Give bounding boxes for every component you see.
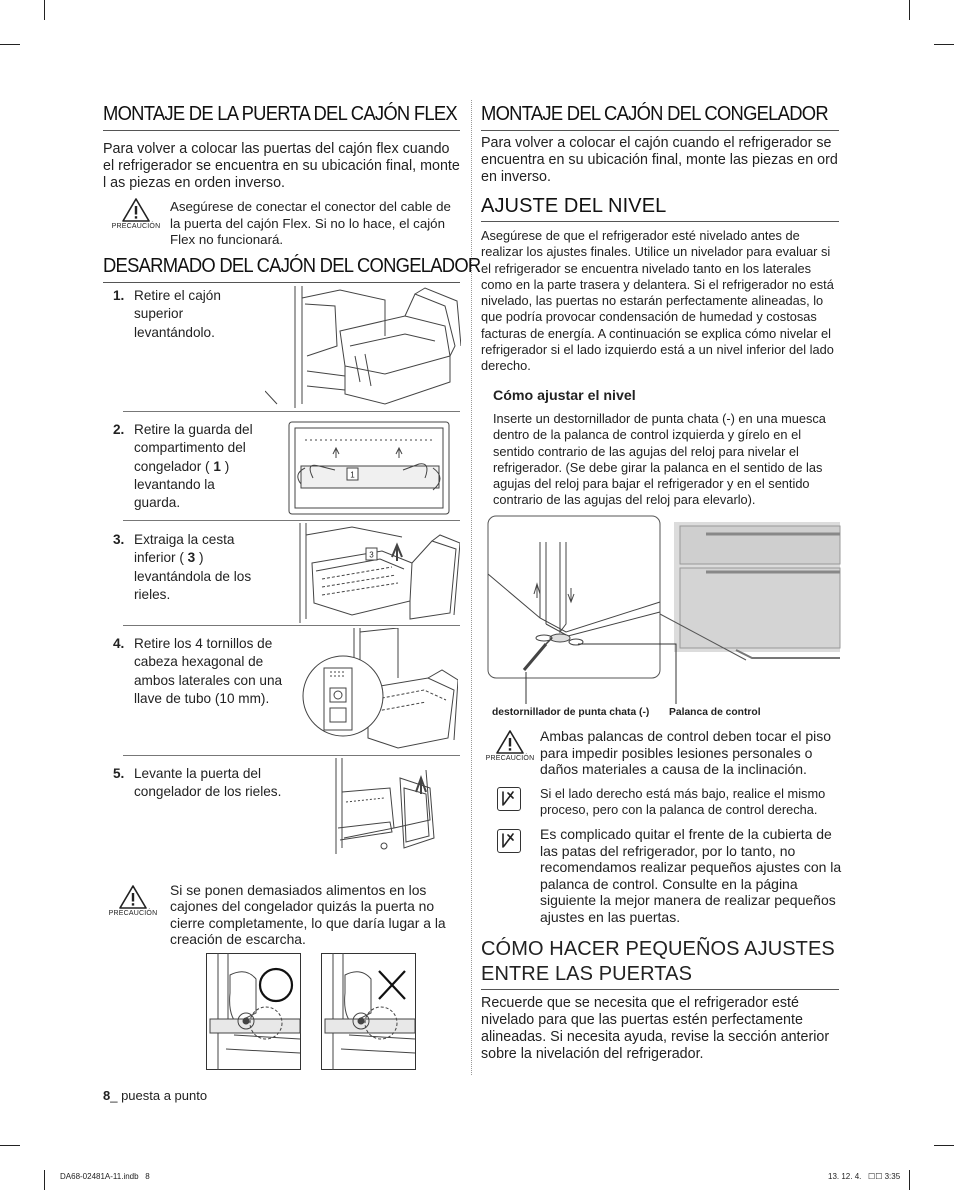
section-title-freezer-drawer: MONTAJE DEL CAJÓN DEL CONGELADOR [481, 103, 828, 125]
crop-mark [934, 44, 954, 45]
step-number: 4. [113, 636, 125, 651]
svg-text:3: 3 [369, 550, 374, 560]
section-title-door-adjustments: CÓMO HACER PEQUEÑOS AJUSTES ENTRE LAS PUERTAS [481, 938, 835, 985]
caution-block-leveling [480, 730, 540, 762]
step-number: 3. [113, 532, 125, 547]
title-rule [481, 989, 839, 990]
step-3 [113, 531, 263, 604]
page-footer [103, 1088, 207, 1103]
section-title-flex-door: MONTAJE DE LA PUERTA DEL CAJÓN FLEX [103, 103, 457, 125]
leveling-paragraph: Asegúrese de que el refrigerador esté nivelado antes de realizar los ajustes finales. Utilice un nivelador para evaluar si el refrigerador se encuentra nivelado tanto en los laterales como en la parte trasera y delantera. Si el refrigerador no está nivelado, las puertas no estarán perfectamente alineadas, lo que podría provocar condensación de humedad y costosas facturas de energía. A continuación se explica cómo nivelar el refrigerador si el lado izquierdo está a un nivel inferior del lado derecho. [481, 228, 834, 374]
crop-mark [909, 1170, 910, 1190]
crop-mark [44, 1170, 45, 1190]
leveling-subtitle: Cómo ajustar el nivel [493, 388, 636, 404]
caution-text-flex: Asegúrese de conectar el conector del cable de la puerta del cajón Flex. Si no lo hace, el cajón Flex no funcionará. [170, 199, 451, 247]
fig-remove-basket [292, 523, 460, 623]
print-info-right: 13. 12. 4. ☐☐ 3:35 [828, 1172, 901, 1181]
page-number: 8 [103, 1088, 111, 1103]
fig-leveling-control [486, 514, 842, 704]
callout-1 [347, 468, 358, 480]
caution-label: PRECAUCIÓN [111, 223, 161, 230]
door-adjustments-paragraph: Recuerde que se necesita que el refrigerador esté nivelado para que las puertas estén perfectamente alineadas. Si necesita ayuda, revise la sección anterior sobre la nivelación del refrigerador. [481, 995, 830, 1062]
callout-3 [366, 548, 377, 560]
crop-mark [909, 0, 910, 20]
fig-lift-freezer-door [334, 758, 458, 854]
step-text: Retire los 4 tornillos de cabeza hexagonal de ambos laterales con una llave de tubo (10 mm). [134, 636, 283, 706]
crop-mark [44, 0, 45, 20]
step-divider [123, 755, 460, 756]
step-divider [123, 625, 460, 626]
step-number: 5. [113, 766, 125, 781]
section-title-leveling: AJUSTE DEL NIVEL [481, 195, 667, 217]
note-icon [497, 787, 521, 811]
step-divider [123, 411, 460, 412]
leveling-subparagraph: Inserte un destornillador de punta chata (-) en una muesca dentro de la palanca de control izquierda y gírelo en el sentido contrario de las agujas del reloj para nivelar el refrigerador. (Se debe girar la palanca en el sentido de las agujas del reloj para bajar el refrigerador y en el sentido contrario de las agujas del reloj para elevarlo). [493, 411, 826, 508]
title-rule [481, 130, 839, 131]
step-text: Levante la puerta del congelador de los rieles. [134, 766, 282, 800]
caution-label: PRECAUCIÓN [485, 755, 535, 762]
note-text-right-side: Si el lado derecho está más bajo, realice el mismo proceso, pero con la palanca de control derecha. [540, 786, 826, 818]
step-text: Retire el cajón superior levantándolo. [134, 288, 221, 340]
fig-remove-top-drawer [265, 286, 461, 408]
svg-text:1: 1 [350, 470, 355, 480]
crop-mark [0, 44, 20, 45]
print-info-left: DA68-02481A-11.indb 8 [60, 1172, 150, 1181]
step-divider [123, 520, 460, 521]
note-text-small-adjustments: Es complicado quitar el frente de la cubierta de las patas del refrigerador, por lo tanto, no recomendamos realizar pequeños ajustes con la palanca de control. Consulte en la página siguiente la mejor manera de realizar pequeños ajustes en las puertas. [540, 826, 842, 925]
flex-door-paragraph: Para volver a colocar las puertas del cajón flex cuando el refrigerador se encuentra en su ubicación final, monte l as piezas en orden inverso. [103, 141, 460, 191]
step-2 [113, 421, 263, 512]
crop-mark [934, 1145, 954, 1146]
section-title-freezer-disassembly: DESARMADO DEL CAJÓN DEL CONGELADOR [103, 255, 481, 277]
caution-triangle-icon [496, 730, 524, 754]
caution-triangle-icon [119, 885, 147, 909]
page-label: _ puesta a punto [110, 1088, 208, 1103]
title-rule [103, 282, 460, 283]
freezer-drawer-paragraph: Para volver a colocar el cajón cuando el refrigerador se encuentra en su ubicación final, monte las piezas en ord en inverso. [481, 135, 838, 185]
step-number: 2. [113, 422, 125, 437]
title-rule [103, 130, 460, 131]
fig-label-screwdriver: destornillador de punta chata (-) [492, 707, 650, 718]
caution-triangle-icon [122, 198, 150, 222]
caution-block-overload [103, 885, 163, 917]
step-1 [113, 287, 243, 342]
step-text: Retire la guarda del compartimento del congelador ( 1 ) levantando la guarda. [134, 422, 253, 511]
fig-label-control-lever: Palanca de control [669, 707, 761, 718]
fig-incorrect-door-hinge [321, 953, 416, 1070]
caution-block-flex [106, 198, 166, 230]
caution-label: PRECAUCIÓN [108, 910, 158, 917]
step-text: Extraiga la cesta inferior ( 3 ) levantándola de los rieles. [134, 532, 252, 602]
caution-text-leveling: Ambas palancas de control deben tocar el piso para impedir posibles lesiones personales o daños materiales a causa de la inclinación. [540, 728, 832, 777]
crop-mark [0, 1145, 20, 1146]
step-4 [113, 635, 288, 708]
caution-text-overload: Si se ponen demasiados alimentos en los cajones del congelador quizás la puerta no cierre completamente, lo que daría lugar a la creación de escarcha. [170, 882, 446, 947]
note-icon [497, 829, 521, 853]
step-number: 1. [113, 288, 125, 303]
column-divider [471, 100, 472, 1075]
fig-remove-screws [298, 628, 458, 753]
fig-remove-guard [283, 418, 455, 518]
fig-correct-door-hinge [206, 953, 301, 1070]
step-5 [113, 765, 288, 802]
title-rule [481, 221, 839, 222]
